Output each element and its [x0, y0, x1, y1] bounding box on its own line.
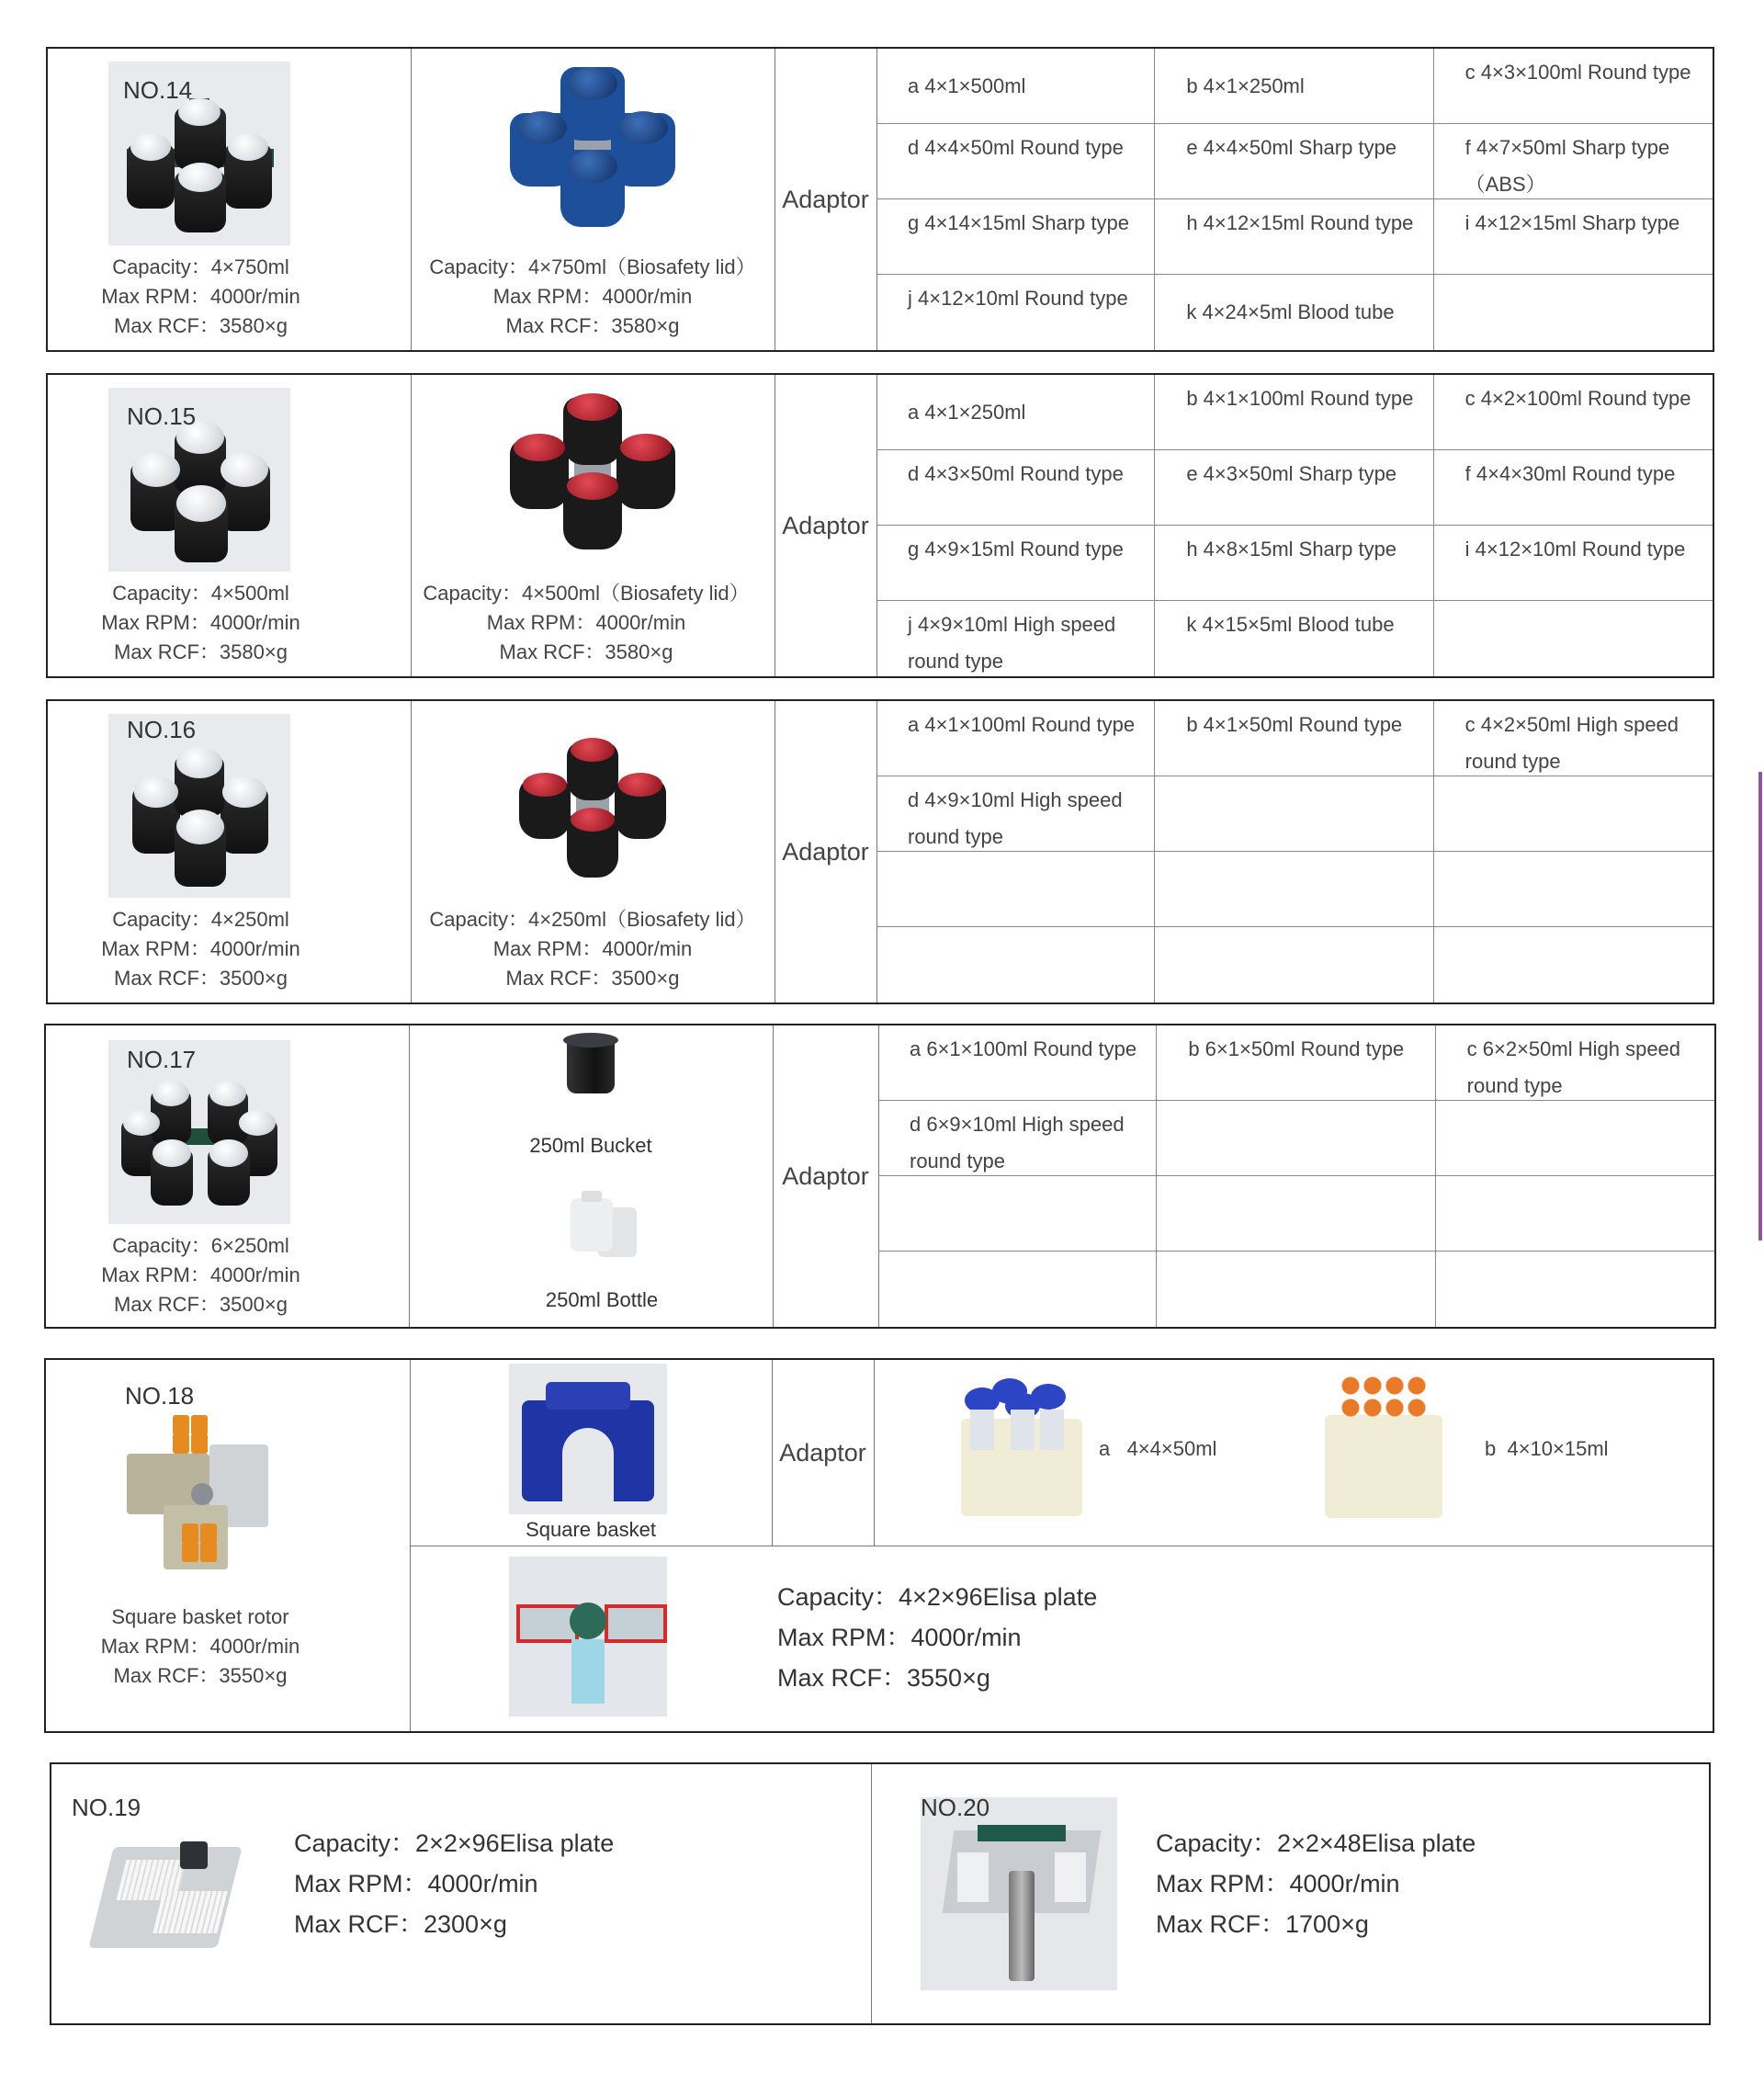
- max-rcf-text: Max RCF：3500×g: [505, 967, 680, 990]
- adaptor-grid: [876, 49, 1713, 350]
- max-rpm-text: Max RPM：4000r/min: [1156, 1870, 1400, 1897]
- biosafety-lid-cell: [411, 49, 775, 350]
- capacity-text: Capacity：2×2×48Elisa plate: [1156, 1829, 1476, 1857]
- adaptor-cell: c 4×2×50ml High speed round type: [1434, 701, 1713, 776]
- bottle-caption: 250ml Bottle: [545, 1288, 659, 1311]
- max-rcf-text: Max RCF：3500×g: [114, 1293, 288, 1316]
- adaptor-area: [875, 1360, 1713, 1546]
- no20-cell: [871, 1764, 1709, 2023]
- adaptor-cell: d 4×4×50ml Round type: [876, 124, 1155, 199]
- adaptor-cell: [1155, 927, 1433, 1002]
- rotor-block-no16: [46, 699, 1714, 1004]
- adaptor-cell: [1434, 601, 1713, 676]
- max-rcf-text: Max RCF：3580×g: [499, 640, 673, 663]
- adaptor-cell: e 4×4×50ml Sharp type: [1155, 124, 1433, 199]
- max-rpm-text: Max RPM：4000r/min: [101, 1263, 300, 1286]
- biosafety-specs: [411, 253, 775, 341]
- adaptor-cell: [878, 1176, 1157, 1252]
- adaptor-cell: [876, 852, 1155, 927]
- model-number: NO.20: [921, 1794, 990, 1821]
- capacity-text: Capacity：4×250ml: [112, 908, 289, 931]
- biosafety-lid-rotor-illustration: [510, 397, 675, 553]
- elisa-plate-specs: [777, 1577, 1097, 1698]
- rotor-name-text: Square basket rotor: [111, 1605, 289, 1628]
- adaptor-cell: b 4×1×100ml Round type: [1155, 375, 1433, 450]
- capacity-text: Capacity：4×500ml（Biosafety lid）: [423, 582, 750, 605]
- max-rcf-text: Max RCF：3580×g: [114, 640, 288, 663]
- adaptor-cell: f 4×4×30ml Round type: [1434, 450, 1713, 526]
- rotor-photo-cell: [48, 375, 412, 676]
- model-number: NO.15: [127, 402, 197, 430]
- max-rcf-text: Max RCF：3550×g: [113, 1664, 288, 1687]
- capacity-text: Capacity：4×2×96Elisa plate: [777, 1583, 1098, 1611]
- adaptor-label: Adaptor: [773, 1025, 879, 1327]
- capacity-text: Capacity：4×500ml: [112, 582, 289, 605]
- biosafety-lid-rotor-illustration: [519, 742, 666, 879]
- model-number: NO.14: [123, 76, 193, 104]
- adaptor-cell: [1436, 1101, 1714, 1176]
- max-rpm-text: Max RPM：4000r/min: [777, 1624, 1022, 1651]
- bottle-image: [571, 1198, 613, 1252]
- adaptor-label: Adaptor: [775, 49, 877, 350]
- no19-specs: [294, 1823, 614, 1944]
- max-rpm-text: Max RPM：4000r/min: [492, 937, 693, 960]
- biosafety-specs: [411, 905, 775, 993]
- bucket-caption: 250ml Bucket: [529, 1134, 652, 1157]
- adaptor-cell: g 4×14×15ml Sharp type: [876, 199, 1155, 275]
- adaptor-cell: b 6×1×50ml Round type: [1157, 1025, 1435, 1101]
- biosafety-lid-cell: [411, 701, 775, 1002]
- max-rpm-text: Max RPM：4000r/min: [101, 937, 300, 960]
- adaptor-cell: [1434, 927, 1713, 1002]
- adaptor-cell: d 4×9×10ml High speed round type: [876, 776, 1155, 852]
- model-number: NO.17: [127, 1046, 197, 1073]
- elisa-plate-rotor-image: [509, 1557, 667, 1716]
- no20-specs: [1156, 1823, 1476, 1944]
- adaptor-a-label: a 4×4×50ml: [1099, 1437, 1217, 1460]
- capacity-text: Capacity：6×250ml: [112, 1234, 289, 1257]
- square-basket-image: [509, 1364, 667, 1514]
- adaptor-cell: b 4×1×50ml Round type: [1155, 701, 1433, 776]
- adaptor-cell: h 4×12×15ml Round type: [1155, 199, 1433, 275]
- square-basket-caption: Square basket: [526, 1518, 656, 1541]
- rotor-specs: [48, 579, 354, 667]
- max-rpm-text: Max RPM：4000r/min: [101, 285, 300, 308]
- no20-rotor-image: [921, 1797, 1117, 1990]
- adaptor-grid: [876, 701, 1713, 1002]
- adaptor-cell: d 6×9×10ml High speed round type: [878, 1101, 1157, 1176]
- biosafety-lid-rotor-illustration: [510, 67, 675, 232]
- adaptor-cell: b 4×1×250ml: [1155, 49, 1433, 124]
- adaptor-cell: [1436, 1252, 1714, 1327]
- adaptor-cell: j 4×12×10ml Round type: [876, 275, 1155, 350]
- adaptor-cell: a 4×1×500ml: [876, 49, 1155, 124]
- adaptor-cell: [1157, 1101, 1435, 1176]
- adaptor-cell: i 4×12×10ml Round type: [1434, 526, 1713, 601]
- adaptor-cell: [876, 927, 1155, 1002]
- adaptor-cell: i 4×12×15ml Sharp type: [1434, 199, 1713, 275]
- adaptor-cell: [878, 1252, 1157, 1327]
- max-rpm-text: Max RPM：4000r/min: [101, 611, 300, 634]
- rotor-photo-cell: [46, 1025, 410, 1327]
- max-rcf-text: Max RCF：3580×g: [114, 314, 288, 337]
- adaptor-grid: [878, 1025, 1714, 1327]
- rotor-block-no19-no20: [50, 1762, 1711, 2025]
- max-rcf-text: Max RCF：2300×g: [294, 1910, 507, 1938]
- no19-cell: [51, 1764, 872, 2023]
- adaptor-cell: g 4×9×15ml Round type: [876, 526, 1155, 601]
- adaptor-cell: c 4×3×100ml Round type: [1434, 49, 1713, 124]
- no19-rotor-image: [88, 1823, 244, 1961]
- model-number: NO.18: [125, 1382, 195, 1410]
- adaptor-cell: a 4×1×250ml: [876, 375, 1155, 450]
- adaptor-cell: a 4×1×100ml Round type: [876, 701, 1155, 776]
- adaptor-cell: [1155, 776, 1433, 852]
- adaptor-cell: [1157, 1252, 1435, 1327]
- model-number: NO.19: [72, 1794, 141, 1821]
- adaptor-cell: [1436, 1176, 1714, 1252]
- rotor-block-no17: [44, 1024, 1716, 1329]
- adaptor-cell: c 4×2×100ml Round type: [1434, 375, 1713, 450]
- adaptor-cell: d 4×3×50ml Round type: [876, 450, 1155, 526]
- rotor-specs: [48, 905, 354, 993]
- rotor-specs: [48, 253, 354, 341]
- adaptor-cell: f 4×7×50ml Sharp type（ABS）: [1434, 124, 1713, 199]
- adaptor-cell: [1157, 1176, 1435, 1252]
- max-rcf-text: Max RCF：1700×g: [1156, 1910, 1369, 1938]
- adaptor-a-image: [961, 1378, 1082, 1516]
- capacity-text: Capacity：4×250ml（Biosafety lid）: [429, 908, 756, 931]
- capacity-text: Capacity：4×750ml: [112, 255, 289, 278]
- adaptor-label: Adaptor: [775, 701, 877, 1002]
- adaptor-cell: a 6×1×100ml Round type: [878, 1025, 1157, 1101]
- rotor-photo-cell: [48, 49, 412, 350]
- max-rpm-text: Max RPM：4000r/min: [100, 1635, 300, 1658]
- no18-left-cell: [46, 1360, 411, 1731]
- max-rcf-text: Max RCF：3550×g: [777, 1664, 990, 1692]
- adaptor-cell: h 4×8×15ml Sharp type: [1155, 526, 1433, 601]
- adaptor-b-label: b 4×10×15ml: [1485, 1437, 1609, 1460]
- model-number: NO.16: [127, 716, 197, 743]
- adaptor-cell: [1434, 275, 1713, 350]
- biosafety-specs: [411, 579, 762, 667]
- adaptor-cell: k 4×24×5ml Blood tube: [1155, 275, 1433, 350]
- adaptor-b-image: [1325, 1369, 1442, 1518]
- max-rpm-text: Max RPM：4000r/min: [294, 1870, 538, 1897]
- capacity-text: Capacity：2×2×96Elisa plate: [294, 1829, 615, 1857]
- max-rcf-text: Max RCF：3580×g: [505, 314, 680, 337]
- biosafety-lid-cell: [411, 375, 775, 676]
- adaptor-cell: [1434, 852, 1713, 927]
- rotor-specs: [46, 1603, 355, 1691]
- adaptor-grid: [876, 375, 1713, 676]
- adaptor-label: Adaptor: [772, 1360, 875, 1546]
- bottle-cap: [582, 1191, 602, 1202]
- bucket-rim: [563, 1033, 618, 1048]
- max-rpm-text: Max RPM：4000r/min: [486, 611, 686, 634]
- page-edge-accent: [1758, 772, 1762, 1240]
- square-basket-cell: [410, 1360, 773, 1546]
- square-basket-rotor-image: [108, 1413, 292, 1588]
- adaptor-cell: e 4×3×50ml Sharp type: [1155, 450, 1433, 526]
- rotor-block-no15: [46, 373, 1714, 678]
- rotor-specs: [46, 1231, 356, 1319]
- rotor-block-no14: [46, 47, 1714, 352]
- bucket-bottle-cell: [409, 1025, 774, 1327]
- adaptor-cell: k 4×15×5ml Blood tube: [1155, 601, 1433, 676]
- adaptor-cell: [1434, 776, 1713, 852]
- max-rpm-text: Max RPM：4000r/min: [492, 285, 693, 308]
- adaptor-cell: j 4×9×10ml High speed round type: [876, 601, 1155, 676]
- max-rcf-text: Max RCF：3500×g: [114, 967, 288, 990]
- adaptor-cell: [1155, 852, 1433, 927]
- rotor-block-no18: [44, 1358, 1714, 1733]
- capacity-text: Capacity：4×750ml（Biosafety lid）: [429, 255, 756, 278]
- rotor-photo-cell: [48, 701, 412, 1002]
- adaptor-cell: c 6×2×50ml High speed round type: [1436, 1025, 1714, 1101]
- adaptor-label: Adaptor: [775, 375, 877, 676]
